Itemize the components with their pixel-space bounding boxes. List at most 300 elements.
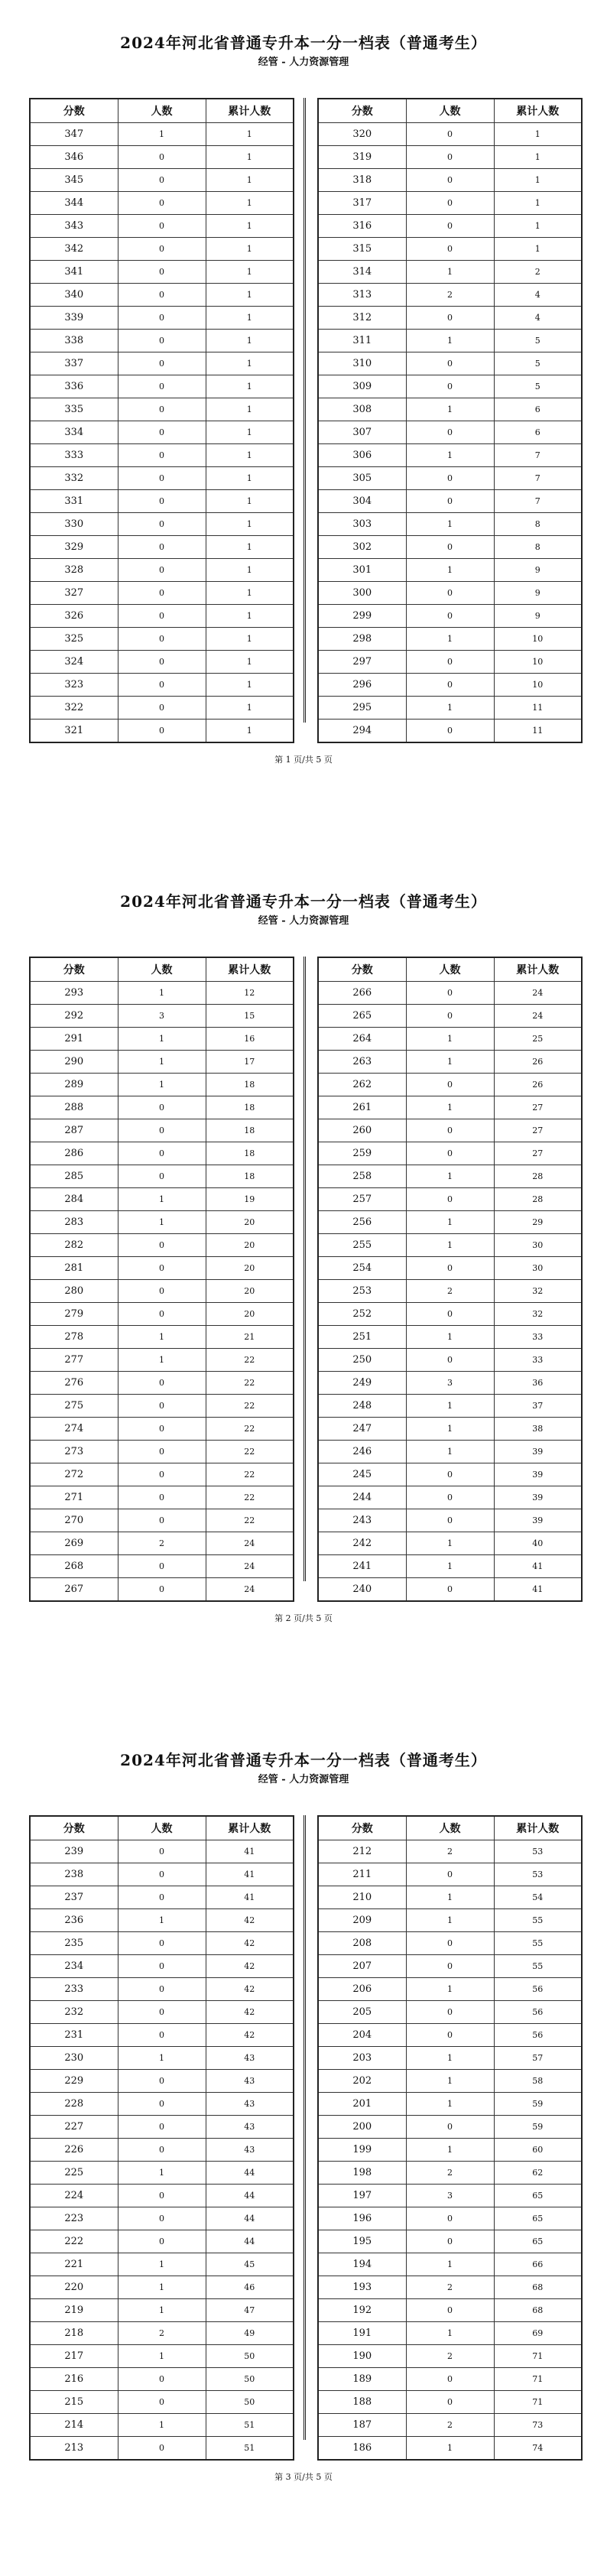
cumulative-cell: 41 xyxy=(206,1863,294,1886)
cumulative-cell: 51 xyxy=(206,2414,294,2437)
score-table-right xyxy=(317,1815,583,2461)
score-cell: 232 xyxy=(30,2001,118,2024)
table-row xyxy=(30,1349,294,1372)
count-cell: 1 xyxy=(406,1418,494,1441)
table-row xyxy=(318,651,582,674)
count-cell: 1 xyxy=(406,1909,494,1932)
count-cell: 1 xyxy=(406,2253,494,2276)
cumulative-cell: 1 xyxy=(206,375,294,398)
cumulative-header: 累计人数 xyxy=(206,1816,294,1840)
count-cell: 0 xyxy=(406,352,494,375)
count-cell: 2 xyxy=(406,2345,494,2368)
count-cell: 1 xyxy=(406,261,494,284)
count-cell: 0 xyxy=(406,2207,494,2230)
score-cell: 217 xyxy=(30,2345,118,2368)
score-cell: 261 xyxy=(318,1096,406,1119)
table-row xyxy=(30,1978,294,2001)
table-row xyxy=(318,467,582,490)
count-cell: 2 xyxy=(406,2276,494,2299)
cumulative-cell: 1 xyxy=(206,421,294,444)
cumulative-cell: 60 xyxy=(494,2139,582,2162)
table-row xyxy=(318,1509,582,1532)
count-cell: 1 xyxy=(406,1165,494,1188)
count-cell: 0 xyxy=(118,1932,206,1955)
cumulative-cell: 1 xyxy=(206,536,294,559)
table-header-row xyxy=(318,957,582,982)
table-row xyxy=(318,1463,582,1486)
count-cell: 0 xyxy=(406,1142,494,1165)
count-cell: 0 xyxy=(406,1257,494,1280)
table-row xyxy=(318,1486,582,1509)
table-row xyxy=(318,398,582,421)
score-cell: 248 xyxy=(318,1395,406,1418)
score-cell: 246 xyxy=(318,1441,406,1463)
score-cell: 197 xyxy=(318,2185,406,2207)
cumulative-cell: 4 xyxy=(494,284,582,307)
table-row xyxy=(30,1211,294,1234)
cumulative-cell: 1 xyxy=(206,146,294,169)
score-cell: 192 xyxy=(318,2299,406,2322)
table-row xyxy=(30,2368,294,2391)
count-cell: 1 xyxy=(406,697,494,720)
count-cell: 0 xyxy=(406,674,494,697)
count-cell: 0 xyxy=(406,1863,494,1886)
count-cell: 0 xyxy=(118,467,206,490)
count-cell: 0 xyxy=(406,651,494,674)
score-cell: 216 xyxy=(30,2368,118,2391)
score-cell: 222 xyxy=(30,2230,118,2253)
score-cell: 328 xyxy=(30,559,118,582)
cumulative-cell: 1 xyxy=(494,215,582,238)
cumulative-cell: 39 xyxy=(494,1509,582,1532)
table-row xyxy=(30,2116,294,2139)
count-cell: 0 xyxy=(118,559,206,582)
page-subtitle: 经管 - 人力资源管理 xyxy=(258,1774,349,1785)
score-cell: 236 xyxy=(30,1909,118,1932)
count-cell: 0 xyxy=(118,1555,206,1578)
count-header: 人数 xyxy=(406,99,494,123)
table-row xyxy=(30,2093,294,2116)
cumulative-cell: 56 xyxy=(494,2024,582,2047)
table-row xyxy=(318,2116,582,2139)
table-row xyxy=(318,490,582,513)
table-row xyxy=(30,2299,294,2322)
cumulative-cell: 44 xyxy=(206,2185,294,2207)
score-cell: 254 xyxy=(318,1257,406,1280)
count-cell: 1 xyxy=(118,2414,206,2437)
table-row xyxy=(30,582,294,605)
cumulative-cell: 68 xyxy=(494,2299,582,2322)
cumulative-cell: 41 xyxy=(206,1886,294,1909)
score-cell: 319 xyxy=(318,146,406,169)
count-cell: 0 xyxy=(406,123,494,146)
cumulative-cell: 6 xyxy=(494,398,582,421)
table-row xyxy=(30,1486,294,1509)
count-cell: 2 xyxy=(406,1840,494,1863)
count-cell: 0 xyxy=(406,1119,494,1142)
table-row xyxy=(30,628,294,651)
table-row xyxy=(30,1578,294,1602)
cumulative-cell: 5 xyxy=(494,330,582,352)
score-cell: 274 xyxy=(30,1418,118,1441)
count-cell: 0 xyxy=(118,1234,206,1257)
count-cell: 0 xyxy=(118,1096,206,1119)
score-cell: 223 xyxy=(30,2207,118,2230)
score-cell: 302 xyxy=(318,536,406,559)
table-row xyxy=(30,1463,294,1486)
cumulative-cell: 2 xyxy=(494,261,582,284)
table-row xyxy=(318,1349,582,1372)
cumulative-cell: 39 xyxy=(494,1486,582,1509)
score-cell: 325 xyxy=(30,628,118,651)
count-cell: 1 xyxy=(118,123,206,146)
score-cell: 317 xyxy=(318,192,406,215)
cumulative-cell: 26 xyxy=(494,1074,582,1096)
table-row xyxy=(30,720,294,743)
table-row xyxy=(30,2391,294,2414)
table-row xyxy=(318,1578,582,1602)
cumulative-cell: 28 xyxy=(494,1188,582,1211)
table-row xyxy=(318,2322,582,2345)
cumulative-cell: 26 xyxy=(494,1051,582,1074)
table-row xyxy=(318,146,582,169)
score-cell: 316 xyxy=(318,215,406,238)
count-cell: 0 xyxy=(406,307,494,330)
score-cell: 285 xyxy=(30,1165,118,1188)
score-cell: 283 xyxy=(30,1211,118,1234)
cumulative-cell: 74 xyxy=(494,2437,582,2461)
table-header-row xyxy=(30,99,294,123)
score-header: 分数 xyxy=(318,1816,406,1840)
score-cell: 198 xyxy=(318,2162,406,2185)
score-table-left xyxy=(29,98,294,743)
score-cell: 205 xyxy=(318,2001,406,2024)
page-footer: 第 1 页/共 5 页 xyxy=(274,755,333,765)
cumulative-cell: 56 xyxy=(494,2001,582,2024)
count-cell: 0 xyxy=(118,697,206,720)
score-cell: 231 xyxy=(30,2024,118,2047)
count-cell: 0 xyxy=(118,1955,206,1978)
count-cell: 0 xyxy=(406,1349,494,1372)
table-row xyxy=(30,559,294,582)
cumulative-cell: 43 xyxy=(206,2116,294,2139)
count-cell: 0 xyxy=(118,238,206,261)
score-cell: 269 xyxy=(30,1532,118,1555)
cumulative-cell: 19 xyxy=(206,1188,294,1211)
score-cell: 199 xyxy=(318,2139,406,2162)
count-cell: 0 xyxy=(406,2116,494,2139)
count-cell: 0 xyxy=(118,1578,206,1602)
cumulative-cell: 38 xyxy=(494,1418,582,1441)
count-cell: 0 xyxy=(406,2230,494,2253)
score-table-right xyxy=(317,98,583,743)
score-cell: 264 xyxy=(318,1028,406,1051)
score-header: 分数 xyxy=(30,1816,118,1840)
score-cell: 240 xyxy=(318,1578,406,1602)
count-cell: 1 xyxy=(406,1326,494,1349)
table-row xyxy=(30,284,294,307)
table-row xyxy=(318,1211,582,1234)
table-row xyxy=(30,2047,294,2070)
score-cell: 292 xyxy=(30,1005,118,1028)
score-cell: 322 xyxy=(30,697,118,720)
count-cell: 0 xyxy=(118,215,206,238)
score-cell: 338 xyxy=(30,330,118,352)
table-row xyxy=(30,1932,294,1955)
table-row xyxy=(318,559,582,582)
table-row xyxy=(30,375,294,398)
count-cell: 0 xyxy=(118,1840,206,1863)
count-cell: 2 xyxy=(406,284,494,307)
score-cell: 334 xyxy=(30,421,118,444)
count-cell: 0 xyxy=(118,421,206,444)
table-row xyxy=(30,238,294,261)
score-cell: 295 xyxy=(318,697,406,720)
count-cell: 1 xyxy=(118,2345,206,2368)
cumulative-cell: 65 xyxy=(494,2207,582,2230)
table-row xyxy=(318,421,582,444)
cumulative-cell: 24 xyxy=(206,1555,294,1578)
count-cell: 1 xyxy=(406,1978,494,2001)
cumulative-cell: 49 xyxy=(206,2322,294,2345)
cumulative-cell: 30 xyxy=(494,1257,582,1280)
table-row xyxy=(30,1303,294,1326)
cumulative-cell: 42 xyxy=(206,1932,294,1955)
count-cell: 2 xyxy=(118,1532,206,1555)
score-cell: 186 xyxy=(318,2437,406,2461)
table-header-row xyxy=(30,1816,294,1840)
cumulative-cell: 24 xyxy=(206,1532,294,1555)
count-cell: 1 xyxy=(406,1555,494,1578)
table-row xyxy=(318,697,582,720)
count-header: 人数 xyxy=(118,957,206,982)
cumulative-cell: 55 xyxy=(494,1909,582,1932)
cumulative-header: 累计人数 xyxy=(206,957,294,982)
score-cell: 225 xyxy=(30,2162,118,2185)
cumulative-cell: 27 xyxy=(494,1142,582,1165)
cumulative-cell: 8 xyxy=(494,513,582,536)
count-cell: 0 xyxy=(118,261,206,284)
table-row xyxy=(318,2070,582,2093)
cumulative-cell: 54 xyxy=(494,1886,582,1909)
page-title: 2024年河北省普通专升本一分一档表（普通考生） xyxy=(120,34,487,52)
score-cell: 277 xyxy=(30,1349,118,1372)
count-cell: 0 xyxy=(406,582,494,605)
count-cell: 1 xyxy=(406,1532,494,1555)
cumulative-cell: 6 xyxy=(494,421,582,444)
score-cell: 238 xyxy=(30,1863,118,1886)
count-cell: 1 xyxy=(406,2070,494,2093)
cumulative-cell: 57 xyxy=(494,2047,582,2070)
cumulative-cell: 50 xyxy=(206,2391,294,2414)
cumulative-cell: 39 xyxy=(494,1441,582,1463)
cumulative-cell: 42 xyxy=(206,2024,294,2047)
score-cell: 230 xyxy=(30,2047,118,2070)
cumulative-cell: 44 xyxy=(206,2207,294,2230)
score-cell: 247 xyxy=(318,1418,406,1441)
score-cell: 310 xyxy=(318,352,406,375)
score-cell: 202 xyxy=(318,2070,406,2093)
table-row xyxy=(318,352,582,375)
cumulative-cell: 43 xyxy=(206,2047,294,2070)
cumulative-cell: 46 xyxy=(206,2276,294,2299)
score-cell: 330 xyxy=(30,513,118,536)
score-cell: 303 xyxy=(318,513,406,536)
cumulative-cell: 18 xyxy=(206,1096,294,1119)
count-header: 人数 xyxy=(118,1816,206,1840)
table-row xyxy=(318,1074,582,1096)
table-row xyxy=(318,1142,582,1165)
page-subtitle: 经管 - 人力资源管理 xyxy=(258,915,349,927)
table-row xyxy=(318,1395,582,1418)
count-cell: 0 xyxy=(406,605,494,628)
table-row xyxy=(30,1840,294,1863)
cumulative-cell: 32 xyxy=(494,1280,582,1303)
cumulative-cell: 55 xyxy=(494,1932,582,1955)
count-cell: 0 xyxy=(118,1509,206,1532)
cumulative-cell: 1 xyxy=(494,146,582,169)
table-row xyxy=(30,2345,294,2368)
score-cell: 187 xyxy=(318,2414,406,2437)
table-row xyxy=(30,1441,294,1463)
cumulative-cell: 51 xyxy=(206,2437,294,2461)
score-cell: 343 xyxy=(30,215,118,238)
table-header-row xyxy=(318,99,582,123)
count-cell: 0 xyxy=(118,1441,206,1463)
count-cell: 0 xyxy=(118,192,206,215)
count-cell: 1 xyxy=(118,2276,206,2299)
count-cell: 0 xyxy=(406,1932,494,1955)
table-row xyxy=(30,352,294,375)
table-row xyxy=(318,1326,582,1349)
score-cell: 257 xyxy=(318,1188,406,1211)
count-cell: 0 xyxy=(118,2368,206,2391)
score-cell: 318 xyxy=(318,169,406,192)
cumulative-cell: 43 xyxy=(206,2139,294,2162)
count-cell: 0 xyxy=(118,720,206,743)
score-cell: 332 xyxy=(30,467,118,490)
count-cell: 0 xyxy=(406,146,494,169)
score-cell: 272 xyxy=(30,1463,118,1486)
table-row xyxy=(30,1326,294,1349)
score-cell: 289 xyxy=(30,1074,118,1096)
table-row xyxy=(30,1165,294,1188)
table-row xyxy=(30,398,294,421)
cumulative-cell: 42 xyxy=(206,1909,294,1932)
count-cell: 0 xyxy=(406,490,494,513)
score-header: 分数 xyxy=(318,99,406,123)
count-cell: 1 xyxy=(118,2299,206,2322)
count-cell: 1 xyxy=(118,1074,206,1096)
cumulative-cell: 42 xyxy=(206,1955,294,1978)
cumulative-cell: 1 xyxy=(206,444,294,467)
cumulative-cell: 22 xyxy=(206,1418,294,1441)
table-row xyxy=(30,1051,294,1074)
cumulative-cell: 22 xyxy=(206,1372,294,1395)
score-cell: 259 xyxy=(318,1142,406,1165)
count-cell: 0 xyxy=(118,2139,206,2162)
page-2 xyxy=(0,859,607,1717)
count-cell: 1 xyxy=(118,2162,206,2185)
table-row xyxy=(30,490,294,513)
count-cell: 0 xyxy=(118,605,206,628)
score-cell: 306 xyxy=(318,444,406,467)
cumulative-cell: 9 xyxy=(494,559,582,582)
cumulative-cell: 10 xyxy=(494,651,582,674)
score-cell: 313 xyxy=(318,284,406,307)
count-cell: 0 xyxy=(406,2024,494,2047)
table-row xyxy=(30,1188,294,1211)
cumulative-cell: 71 xyxy=(494,2345,582,2368)
table-row xyxy=(318,123,582,146)
cumulative-cell: 5 xyxy=(494,375,582,398)
table-row xyxy=(318,1165,582,1188)
table-row xyxy=(30,421,294,444)
count-cell: 1 xyxy=(406,628,494,651)
count-cell: 0 xyxy=(118,536,206,559)
table-row xyxy=(318,1188,582,1211)
count-cell: 3 xyxy=(406,2185,494,2207)
count-cell: 0 xyxy=(406,2299,494,2322)
count-cell: 0 xyxy=(406,1074,494,1096)
table-row xyxy=(30,1005,294,1028)
cumulative-cell: 1 xyxy=(206,651,294,674)
cumulative-cell: 1 xyxy=(206,559,294,582)
count-cell: 1 xyxy=(406,1028,494,1051)
cumulative-cell: 1 xyxy=(206,605,294,628)
table-row xyxy=(30,674,294,697)
table-row xyxy=(318,628,582,651)
cumulative-cell: 58 xyxy=(494,2070,582,2093)
count-header: 人数 xyxy=(406,957,494,982)
count-cell: 0 xyxy=(118,490,206,513)
count-cell: 1 xyxy=(118,1051,206,1074)
table-header-row xyxy=(318,1816,582,1840)
table-row xyxy=(30,169,294,192)
table-row xyxy=(318,2093,582,2116)
table-row xyxy=(318,1886,582,1909)
count-cell: 0 xyxy=(406,375,494,398)
table-row xyxy=(30,2437,294,2461)
cumulative-cell: 32 xyxy=(494,1303,582,1326)
table-row xyxy=(318,307,582,330)
score-cell: 288 xyxy=(30,1096,118,1119)
score-cell: 211 xyxy=(318,1863,406,1886)
table-row xyxy=(30,1909,294,1932)
table-row xyxy=(30,2230,294,2253)
cumulative-cell: 1 xyxy=(494,123,582,146)
count-cell: 0 xyxy=(406,1463,494,1486)
table-row xyxy=(30,2322,294,2345)
score-cell: 339 xyxy=(30,307,118,330)
score-cell: 212 xyxy=(318,1840,406,1863)
count-cell: 3 xyxy=(118,1005,206,1028)
score-cell: 299 xyxy=(318,605,406,628)
table-row xyxy=(30,307,294,330)
page-subtitle: 经管 - 人力资源管理 xyxy=(258,57,349,68)
score-cell: 253 xyxy=(318,1280,406,1303)
score-cell: 341 xyxy=(30,261,118,284)
count-cell: 1 xyxy=(118,1326,206,1349)
score-cell: 278 xyxy=(30,1326,118,1349)
score-cell: 260 xyxy=(318,1119,406,1142)
score-cell: 262 xyxy=(318,1074,406,1096)
table-row xyxy=(30,651,294,674)
cumulative-cell: 20 xyxy=(206,1303,294,1326)
table-row xyxy=(318,582,582,605)
cumulative-cell: 59 xyxy=(494,2093,582,2116)
count-cell: 0 xyxy=(406,982,494,1005)
